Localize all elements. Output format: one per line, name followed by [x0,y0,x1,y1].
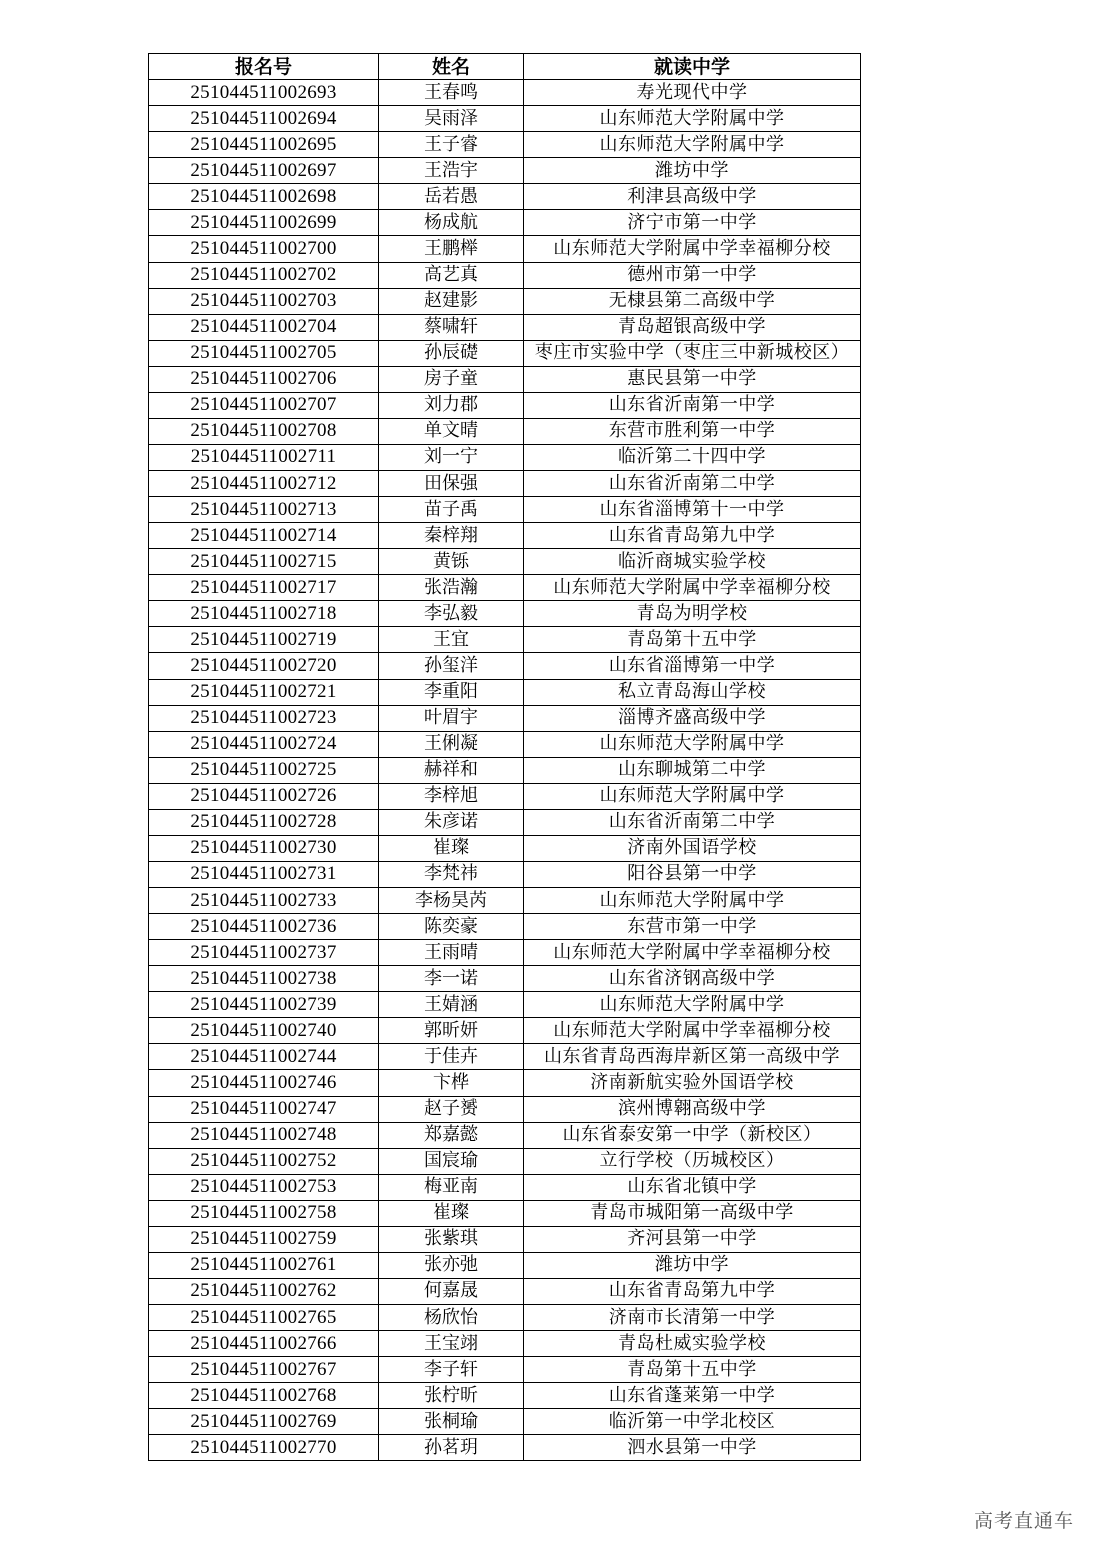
registration-number-cell: 251044511002747 [149,1096,379,1122]
table-row [149,1174,861,1200]
registration-number-cell: 251044511002724 [149,731,379,757]
table-row [149,262,861,288]
registration-number-cell: 251044511002758 [149,1200,379,1226]
table-row [149,184,861,210]
registration-number-cell: 251044511002697 [149,158,379,184]
table-row [149,601,861,627]
registration-number-cell: 251044511002714 [149,523,379,549]
student-name-cell: 王宝翊 [379,1331,524,1357]
table-row [149,575,861,601]
table-row [149,366,861,392]
registration-number-cell: 251044511002769 [149,1409,379,1435]
table-row [149,1044,861,1070]
student-name-cell: 王雨晴 [379,940,524,966]
registration-number-cell: 251044511002767 [149,1357,379,1383]
table-row [149,1409,861,1435]
table-header [149,54,861,80]
school-cell: 山东师范大学附属中学幸福柳分校 [524,940,861,966]
table-row [149,471,861,497]
table-row [149,1018,861,1044]
table-row [149,992,861,1018]
registration-number-cell: 251044511002731 [149,861,379,887]
student-name-cell: 孙玺洋 [379,653,524,679]
registration-number-cell: 251044511002752 [149,1148,379,1174]
table-row [149,966,861,992]
school-cell: 惠民县第一中学 [524,366,861,392]
student-name-cell: 李一诺 [379,966,524,992]
student-name-cell: 朱彦诺 [379,809,524,835]
student-name-cell: 赵建影 [379,288,524,314]
school-cell: 东营市胜利第一中学 [524,418,861,444]
registration-number-cell: 251044511002708 [149,418,379,444]
student-name-cell: 郑嘉懿 [379,1122,524,1148]
header-registration-number: 报名号 [149,54,379,80]
student-name-cell: 吴雨泽 [379,106,524,132]
school-cell: 山东省青岛第九中学 [524,1278,861,1304]
registration-number-cell: 251044511002744 [149,1044,379,1070]
student-name-cell: 张桐瑜 [379,1409,524,1435]
student-name-cell: 叶眉宇 [379,705,524,731]
table-row [149,1226,861,1252]
school-cell: 山东师范大学附属中学幸福柳分校 [524,1018,861,1044]
student-name-cell: 蔡啸轩 [379,314,524,340]
table-row [149,1200,861,1226]
student-name-cell: 田保强 [379,471,524,497]
table-row [149,314,861,340]
registration-number-cell: 251044511002703 [149,288,379,314]
student-name-cell: 房子童 [379,366,524,392]
table-row [149,340,861,366]
registration-number-cell: 251044511002694 [149,106,379,132]
registration-number-cell: 251044511002759 [149,1226,379,1252]
student-name-cell: 张浩瀚 [379,575,524,601]
table-row [149,1070,861,1096]
student-name-cell: 秦梓翔 [379,523,524,549]
student-name-cell: 李杨昊芮 [379,888,524,914]
table-row [149,1096,861,1122]
registration-number-cell: 251044511002719 [149,627,379,653]
registration-number-cell: 251044511002748 [149,1122,379,1148]
table-row [149,106,861,132]
table-row [149,835,861,861]
school-cell: 淄博齐盛高级中学 [524,705,861,731]
student-name-cell: 王婧涵 [379,992,524,1018]
registration-number-cell: 251044511002711 [149,444,379,470]
school-cell: 寿光现代中学 [524,80,861,106]
school-cell: 山东省青岛西海岸新区第一高级中学 [524,1044,861,1070]
school-cell: 德州市第一中学 [524,262,861,288]
school-cell: 临沂商城实验学校 [524,549,861,575]
table-row [149,731,861,757]
student-name-cell: 张亦弛 [379,1252,524,1278]
table-row [149,914,861,940]
school-cell: 青岛超银高级中学 [524,314,861,340]
school-cell: 山东省沂南第二中学 [524,471,861,497]
table-row [149,1435,861,1461]
student-name-cell: 高艺真 [379,262,524,288]
school-cell: 山东师范大学附属中学 [524,888,861,914]
table-row [149,549,861,575]
student-name-cell: 国宸瑜 [379,1148,524,1174]
registration-number-cell: 251044511002721 [149,679,379,705]
table-row [149,1305,861,1331]
table-row [149,1278,861,1304]
student-name-cell: 王子睿 [379,132,524,158]
registration-number-cell: 251044511002739 [149,992,379,1018]
registration-number-cell: 251044511002766 [149,1331,379,1357]
school-cell: 济南新航实验外国语学校 [524,1070,861,1096]
school-cell: 青岛第十五中学 [524,1357,861,1383]
registration-number-cell: 251044511002707 [149,392,379,418]
registration-number-cell: 251044511002728 [149,809,379,835]
registration-number-cell: 251044511002712 [149,471,379,497]
student-name-cell: 杨欣怡 [379,1305,524,1331]
registration-number-cell: 251044511002702 [149,262,379,288]
student-name-cell: 赫祥和 [379,757,524,783]
student-name-cell: 张紫琪 [379,1226,524,1252]
admission-table [148,53,861,1461]
table-row [149,210,861,236]
registration-number-cell: 251044511002700 [149,236,379,262]
school-cell: 青岛为明学校 [524,601,861,627]
school-cell: 无棣县第二高级中学 [524,288,861,314]
school-cell: 山东师范大学附属中学 [524,106,861,132]
registration-number-cell: 251044511002736 [149,914,379,940]
table-row [149,1122,861,1148]
registration-number-cell: 251044511002761 [149,1252,379,1278]
school-cell: 山东师范大学附属中学 [524,992,861,1018]
table-row [149,705,861,731]
student-name-cell: 黄铄 [379,549,524,575]
school-cell: 山东师范大学附属中学 [524,132,861,158]
student-name-cell: 李子轩 [379,1357,524,1383]
table-row [149,132,861,158]
student-name-cell: 崔璨 [379,1200,524,1226]
registration-number-cell: 251044511002753 [149,1174,379,1200]
school-cell: 潍坊中学 [524,158,861,184]
student-name-cell: 李弘毅 [379,601,524,627]
table-row [149,497,861,523]
table-row [149,1331,861,1357]
student-name-cell: 张柠昕 [379,1383,524,1409]
table-row [149,940,861,966]
registration-number-cell: 251044511002713 [149,497,379,523]
registration-number-cell: 251044511002698 [149,184,379,210]
school-cell: 青岛第十五中学 [524,627,861,653]
table-row [149,418,861,444]
registration-number-cell: 251044511002733 [149,888,379,914]
student-name-cell: 梅亚南 [379,1174,524,1200]
registration-number-cell: 251044511002699 [149,210,379,236]
registration-number-cell: 251044511002738 [149,966,379,992]
registration-number-cell: 251044511002720 [149,653,379,679]
table-row [149,783,861,809]
student-name-cell: 王浩宇 [379,158,524,184]
registration-number-cell: 251044511002706 [149,366,379,392]
table-row [149,80,861,106]
registration-number-cell: 251044511002768 [149,1383,379,1409]
school-cell: 临沂第一中学北校区 [524,1409,861,1435]
school-cell: 山东师范大学附属中学幸福柳分校 [524,575,861,601]
table-row [149,236,861,262]
student-name-cell: 李梵祎 [379,861,524,887]
registration-number-cell: 251044511002740 [149,1018,379,1044]
school-cell: 山东省淄博第十一中学 [524,497,861,523]
student-name-cell: 王春鸣 [379,80,524,106]
school-cell: 私立青岛海山学校 [524,679,861,705]
table-row [149,888,861,914]
header-school: 就读中学 [524,54,861,80]
school-cell: 青岛杜威实验学校 [524,1331,861,1357]
school-cell: 枣庄市实验中学（枣庄三中新城校区） [524,340,861,366]
table-row [149,679,861,705]
school-cell: 泗水县第一中学 [524,1435,861,1461]
student-name-cell: 孙辰礎 [379,340,524,366]
school-cell: 阳谷县第一中学 [524,861,861,887]
school-cell: 东营市第一中学 [524,914,861,940]
school-cell: 山东师范大学附属中学幸福柳分校 [524,236,861,262]
school-cell: 山东省沂南第二中学 [524,809,861,835]
school-cell: 济南外国语学校 [524,835,861,861]
student-name-cell: 赵子赟 [379,1096,524,1122]
table-row [149,1252,861,1278]
student-name-cell: 苗子禹 [379,497,524,523]
registration-number-cell: 251044511002717 [149,575,379,601]
school-cell: 山东省济钢高级中学 [524,966,861,992]
header-row [149,54,861,80]
registration-number-cell: 251044511002723 [149,705,379,731]
student-name-cell: 刘一宁 [379,444,524,470]
school-cell: 立行学校（历城校区） [524,1148,861,1174]
table-row [149,523,861,549]
registration-number-cell: 251044511002693 [149,80,379,106]
school-cell: 山东师范大学附属中学 [524,731,861,757]
school-cell: 济宁市第一中学 [524,210,861,236]
table-row [149,627,861,653]
student-name-cell: 李重阳 [379,679,524,705]
registration-number-cell: 251044511002704 [149,314,379,340]
registration-number-cell: 251044511002726 [149,783,379,809]
school-cell: 滨州博翱高级中学 [524,1096,861,1122]
table-row [149,757,861,783]
registration-number-cell: 251044511002730 [149,835,379,861]
student-name-cell: 王俐凝 [379,731,524,757]
school-cell: 山东省淄博第一中学 [524,653,861,679]
registration-number-cell: 251044511002705 [149,340,379,366]
student-name-cell: 崔璨 [379,835,524,861]
registration-number-cell: 251044511002718 [149,601,379,627]
registration-number-cell: 251044511002695 [149,132,379,158]
student-name-cell: 刘力郡 [379,392,524,418]
school-cell: 山东省青岛第九中学 [524,523,861,549]
table-row [149,1383,861,1409]
school-cell: 山东省沂南第一中学 [524,392,861,418]
student-name-cell: 于佳卉 [379,1044,524,1070]
registration-number-cell: 251044511002746 [149,1070,379,1096]
table-row [149,392,861,418]
table-row [149,444,861,470]
table-row [149,861,861,887]
student-name-cell: 郭昕妍 [379,1018,524,1044]
registration-number-cell: 251044511002715 [149,549,379,575]
table-body [149,80,861,1461]
school-cell: 临沂第二十四中学 [524,444,861,470]
table-row [149,158,861,184]
header-name: 姓名 [379,54,524,80]
school-cell: 山东省泰安第一中学（新校区） [524,1122,861,1148]
school-cell: 山东师范大学附属中学 [524,783,861,809]
student-name-cell: 单文晴 [379,418,524,444]
table-row [149,809,861,835]
registration-number-cell: 251044511002762 [149,1278,379,1304]
school-cell: 山东省蓬莱第一中学 [524,1383,861,1409]
registration-number-cell: 251044511002770 [149,1435,379,1461]
school-cell: 山东聊城第二中学 [524,757,861,783]
table-row [149,288,861,314]
student-name-cell: 岳若愚 [379,184,524,210]
school-cell: 齐河县第一中学 [524,1226,861,1252]
student-name-cell: 杨成航 [379,210,524,236]
school-cell: 济南市长清第一中学 [524,1305,861,1331]
registration-number-cell: 251044511002737 [149,940,379,966]
school-cell: 青岛市城阳第一高级中学 [524,1200,861,1226]
student-name-cell: 王鹏榉 [379,236,524,262]
school-cell: 山东省北镇中学 [524,1174,861,1200]
student-name-cell: 陈奕豪 [379,914,524,940]
table-row [149,653,861,679]
student-name-cell: 李梓旭 [379,783,524,809]
student-name-cell: 何嘉晟 [379,1278,524,1304]
registration-number-cell: 251044511002765 [149,1305,379,1331]
school-cell: 潍坊中学 [524,1252,861,1278]
student-name-cell: 孙茗玥 [379,1435,524,1461]
watermark: 高考直通车 [973,1510,1074,1532]
table-row [149,1148,861,1174]
registration-number-cell: 251044511002725 [149,757,379,783]
student-name-cell: 王宜 [379,627,524,653]
school-cell: 利津县高级中学 [524,184,861,210]
table-row [149,1357,861,1383]
student-name-cell: 卞桦 [379,1070,524,1096]
